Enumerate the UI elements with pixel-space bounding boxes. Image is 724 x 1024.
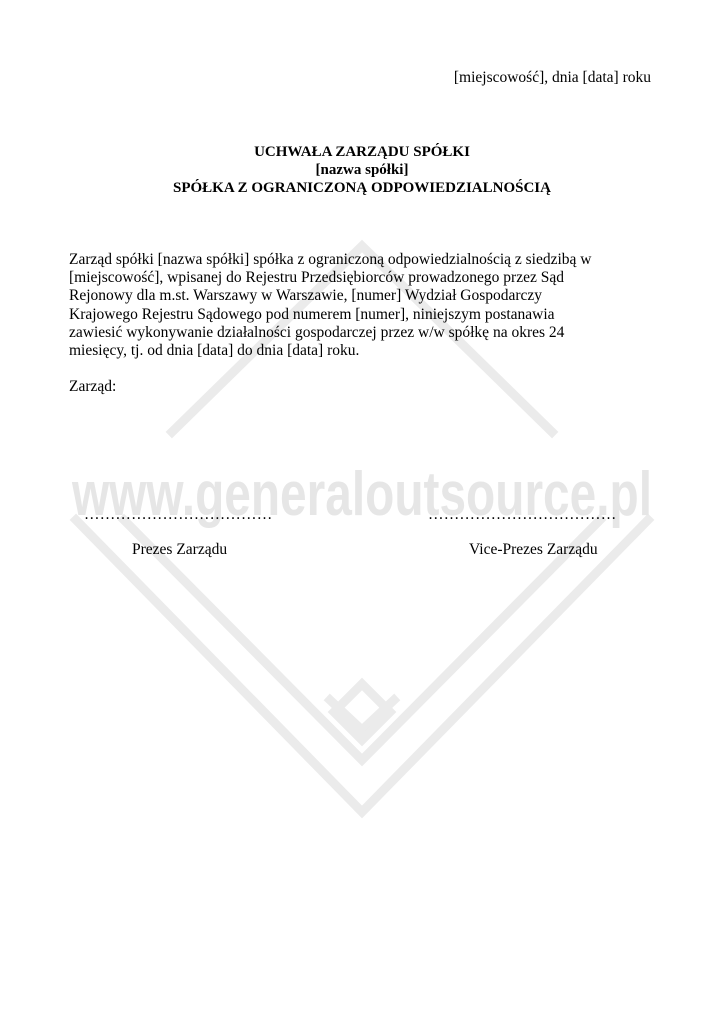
- watermark-chevron-tip: [330, 700, 394, 730]
- body-line: Zarząd spółki [nazwa spółki] spółka z ograniczoną odpowiedzialnością z siedzibą w: [69, 251, 592, 268]
- title-line-2: [nazwa spółki]: [315, 162, 409, 178]
- watermark-diamond: [334, 684, 390, 740]
- board-label: Zarząd:: [69, 378, 117, 395]
- watermark-chevron-lower: [76, 520, 648, 812]
- body-line: miesięcy, tj. od dnia [data] do dnia [data] roku.: [69, 342, 360, 360]
- title-line-1: UCHWAŁA ZARZĄDU SPÓŁKI: [254, 144, 470, 160]
- title-line-3: SPÓŁKA Z OGRANICZONĄ ODPOWIEDZIALNOŚCIĄ: [173, 180, 551, 196]
- signature-line-vice-president: ………………………………: [428, 506, 617, 523]
- body-line: [miejscowość], wpisanej do Rejestru Przedsiębiorców prowadzonego przez Sąd: [69, 269, 564, 287]
- body-line: Rejonowy dla m.st. Warszawy w Warszawie, [numer] Wydział Gospodarczy: [69, 287, 543, 305]
- body-line: zawiesić wykonywanie działalności gospodarczej przez w/w spółkę na okres 24: [69, 323, 565, 341]
- place-and-date: [miejscowość], dnia [data] roku: [453, 69, 651, 86]
- body-line: Krajowego Rejestru Sądowego pod numerem [numer], niniejszym postanawia: [69, 305, 555, 323]
- signature-line-president: ………………………………: [84, 506, 273, 523]
- signature-role-vice-president: Vice-Prezes Zarządu: [469, 541, 598, 558]
- watermark-text: www.generaloutsource.pl: [71, 460, 653, 529]
- signature-role-president: Prezes Zarządu: [132, 541, 228, 558]
- document-title: [0, 143, 724, 197]
- resolution-body: [69, 251, 617, 360]
